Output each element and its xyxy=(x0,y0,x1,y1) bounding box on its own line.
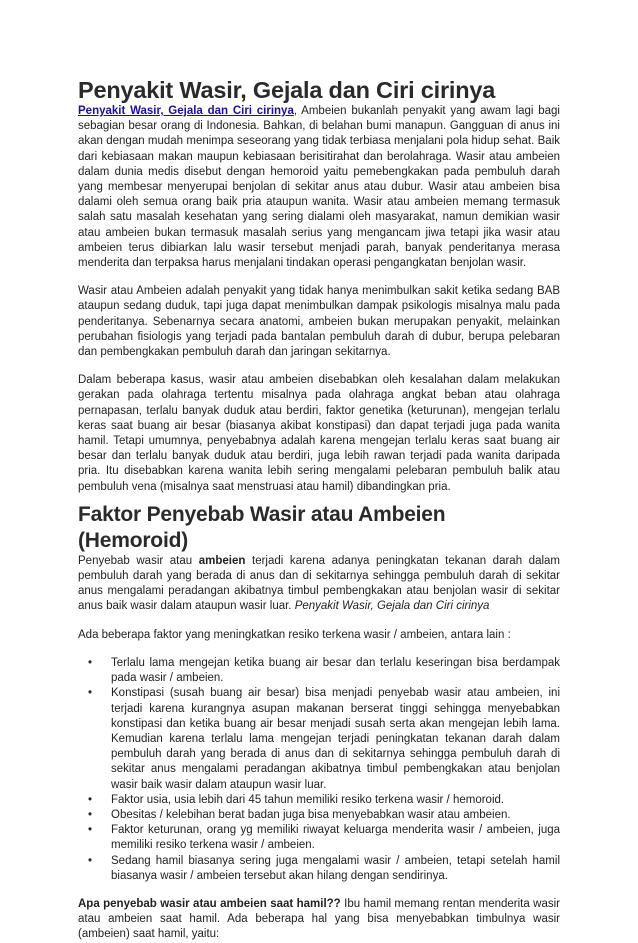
risk-factors-lead: Ada beberapa faktor yang meningkatkan resiko terkena wasir / ambeien, antara lain : xyxy=(78,628,511,641)
page-title: Penyakit Wasir, Gejala dan Ciri cirinya xyxy=(78,77,496,103)
bullet-icon: • xyxy=(88,656,93,669)
risk-factors-list xyxy=(78,656,560,884)
italic-title-ref: Penyakit Wasir, Gejala dan Ciri cirinya xyxy=(294,600,490,613)
list-item: • Konstipasi (susah buang air besar) bisa menjadi penyebab wasir atau ambeien, ini terjadi karena kurangnya asupan makanan berserat tinggi sehingga menyebabkan konstipasi dan ketika buang air besar menjadi susah serta akan mengejan lebih lama. Kemudian karena terlalu lama mengejan terjadi peningkatan tekanan darah dalam pembuluh darah yang berada di anus dan di sekitarnya sehingga pembuluh darah di sekitar anus mengalami peradangan akibatnya timbul pembengkakan atau benjolan wasir baik wasir dalam ataupun wasir luar. xyxy=(88,687,560,791)
intro-paragraph xyxy=(78,104,560,271)
bold-question: Apa penyebab wasir atau ambeien saat hamil?? xyxy=(78,897,341,910)
paragraph-causes: Dalam beberapa kasus, wasir atau ambeien disebabkan oleh kesalahan dalam melakukan gerakan pada olahraga tertentu misalnya pada olahraga angkat beban atau olahraga pernapasan, terlalu banyak duduk atau berdiri, faktor genetika (keturunan), mengejan terlalu keras saat buang air besar (biasanya akibat konstipasi) dan dapat terjadi juga pada wanita hamil. Tetapi umumnya, penyebabnya adalah karena mengejan terlalu keras saat buang air besar dan terlalu banyak duduk atau berdiri, juga lebih rawan terjadi pada wanita daripada pria. Itu disebabkan karena wanita lebih sering mengalami pelebaran pembuluh balik atau pembuluh vena (misalnya saat menstruasi atau hamil) dibandingkan pria. xyxy=(78,374,560,493)
bold-term-ambeien: ambeien xyxy=(198,554,246,567)
section-intro-paragraph: Penyebab wasir atau ambeien terjadi karena adanya peningkatan tekanan darah dalam pembuluh darah yang berada di anus dan di sekitarnya sehingga pembuluh darah di sekitar anus mengalami peradangan akibatnya timbul pembengkakan atau benjolan wasir di sekitar anus baik wasir dalam ataupun wasir luar. Penyakit Wasir, Gejala dan Ciri cirinya xyxy=(78,554,560,613)
bullet-icon: • xyxy=(88,793,93,806)
bullet-icon: • xyxy=(88,854,93,867)
list-item: • Faktor usia, usia lebih dari 45 tahun memiliki resiko terkena wasir / hemoroid. xyxy=(78,793,560,808)
bullet-icon: • xyxy=(88,824,93,837)
intro-text: , Ambeien bukanlah penyakit yang awam lagi bagi sebagian besar orang di Indonesia. Bahkan, di belahan bumi manapun. Gangguan di anus ini akan dengan mudah menimpa seseorang yang tidak terbiasa menjalani pola hidup sehat. Baik dari kebiasaan makan maupun kebiasaan berisitirahat dan berolahraga. Wasir atau ambeien dalam dunia medis disebut dengan hemoroid yaitu pemebengkakan pada pembuluh darah yang membesar menyerupai benjolan di sekitar anus atau dubur. Wasir atau ambeien bisa dalami oleh semua orang baik pria ataupun wanita. Wasir atau ambeien memang termasuk salah satu masalah kesehatan yang sering dialami oleh masyarakat, namun demikian wasir atau ambeien bukan termasuk masalah serius yang mengancam jiwa tetapi jika wasir atau ambeien terus dibiarkan lalu wasir tersebut menjadi parah, banyak penderitanya merasa menderita dan terpaksa harus menjalani tindakan operasi pengangkatan benjolan wasir. xyxy=(78,105,560,270)
section-heading-causes: Faktor Penyebab Wasir atau Ambeien (Hemoroid) xyxy=(78,502,446,552)
list-item: • Terlalu lama mengejan ketika buang air besar dan terlalu keseringan bisa berdampak pada wasir / ambeien. xyxy=(88,656,560,685)
list-item: • Obesitas / kelebihan berat badan juga bisa menyebabkan wasir atau ambeien. xyxy=(78,808,560,823)
list-item: • Sedang hamil biasanya sering juga mengalami wasir / ambeien, tetapi setelah hamil biasanya wasir / ambeien tersebut akan hilang dengan sendirinya. xyxy=(88,854,560,882)
list-item: • Faktor keturunan, orang yg memiliki riwayat keluarga menderita wasir / ambeien, juga memiliki resiko terkena wasir / ambeien. xyxy=(88,824,560,852)
title-link[interactable]: Penyakit Wasir, Gejala dan Ciri cirinya xyxy=(78,105,294,117)
bullet-icon: • xyxy=(88,808,93,821)
paragraph-anatomy: Wasir atau Ambeien adalah penyakit yang tidak hanya menimbulkan sakit ketika sedang BAB ataupun sedang duduk, tapi juga dapat menimbulkan dampak psikologis misalnya malu pada penderitanya. Sebenarnya secara anatomi, ambeien bukan merupakan penyakit, melainkan perubahan fisiologis yang terjadi pada bantalan pembuluh darah di dubur, berupa pelebaran dan pembengkakan pembuluh darah dan jaringan sekitarnya. xyxy=(78,285,560,359)
pregnancy-paragraph: Apa penyebab wasir atau ambeien saat hamil?? Ibu hamil memang rentan menderita wasir atau ambeien saat hamil. Ada beberapa hal yang bisa menyebabkan timbulnya wasir (ambeien) saat hamil, yaitu: xyxy=(78,897,561,941)
bullet-icon: • xyxy=(88,687,93,700)
